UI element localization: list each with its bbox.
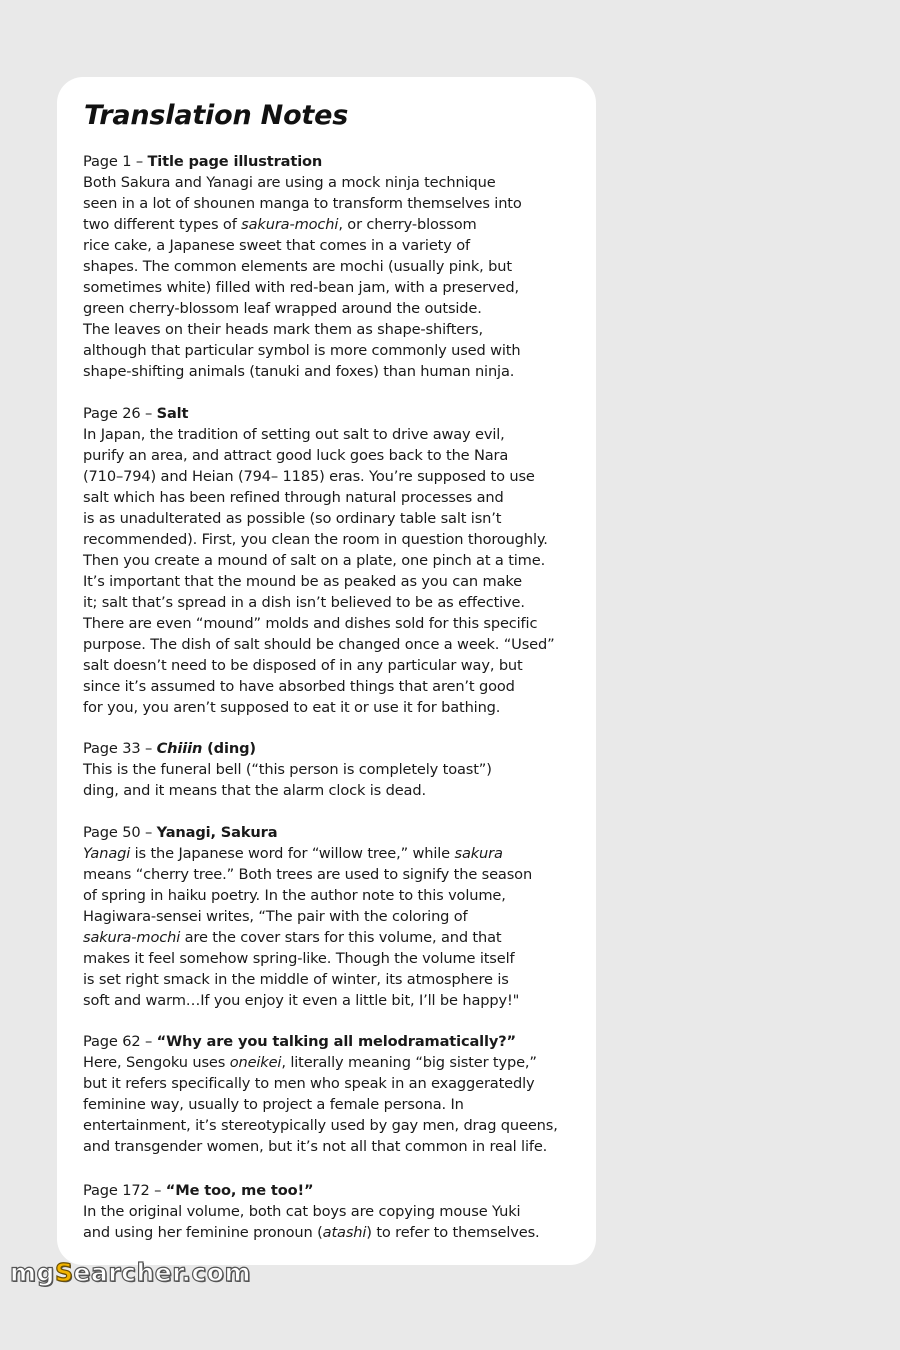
translation-note bbox=[83, 1031, 583, 1157]
translation-note bbox=[83, 403, 583, 718]
note-heading bbox=[83, 151, 583, 172]
note-page-ref: Page 26 – bbox=[83, 405, 157, 422]
note-body-line: of spring in haiku poetry. In the author note to this volume, bbox=[83, 887, 506, 904]
translation-note bbox=[83, 1180, 583, 1243]
note-body-line: soft and warm…If you enjoy it even a little bit, I’ll be happy!" bbox=[83, 992, 520, 1009]
note-body-line: and using her feminine pronoun (atashi) to refer to themselves. bbox=[83, 1224, 540, 1241]
note-heading bbox=[83, 1180, 583, 1201]
note-body-line: recommended). First, you clean the room in question thoroughly. bbox=[83, 531, 548, 548]
note-body-line: Hagiwara-sensei writes, “The pair with the coloring of bbox=[83, 908, 468, 925]
note-body-line: In Japan, the tradition of setting out salt to drive away evil, bbox=[83, 426, 505, 443]
translation-note bbox=[83, 151, 583, 382]
note-page-ref: Page 172 – bbox=[83, 1182, 166, 1199]
note-body-line: is as unadulterated as possible (so ordinary table salt isn’t bbox=[83, 510, 502, 527]
note-body-line: makes it feel somehow spring-like. Though the volume itself bbox=[83, 950, 515, 967]
note-body-line: This is the funeral bell (“this person is completely toast”) bbox=[83, 761, 492, 778]
note-body-line: ding, and it means that the alarm clock is dead. bbox=[83, 782, 426, 799]
note-heading-text: Salt bbox=[156, 405, 189, 422]
note-body-line: and transgender women, but it’s not all that common in real life. bbox=[83, 1138, 548, 1155]
note-body-line: Here, Sengoku uses oneikei, literally meaning “big sister type,” bbox=[83, 1054, 537, 1071]
translation-note bbox=[83, 822, 583, 1011]
note-body-line: (710–794) and Heian (794– 1185) eras. You’re supposed to use bbox=[83, 468, 535, 485]
note-body-line: shapes. The common elements are mochi (usually pink, but bbox=[83, 258, 512, 275]
note-body-line: The leaves on their heads mark them as shape-shifters, bbox=[83, 321, 483, 338]
note-page-ref: Page 50 – bbox=[83, 824, 157, 841]
note-page-ref: Page 1 – bbox=[83, 153, 148, 170]
note-body-line: rice cake, a Japanese sweet that comes in a variety of bbox=[83, 237, 470, 254]
note-body-line: purify an area, and attract good luck goes back to the Nara bbox=[83, 447, 509, 464]
note-body-line: but it refers specifically to men who speak in an exaggeratedly bbox=[83, 1075, 535, 1092]
note-heading bbox=[83, 403, 583, 424]
note-body-line: it; salt that’s spread in a dish isn’t believed to be as effective. bbox=[83, 594, 525, 611]
note-body-line: shape-shifting animals (tanuki and foxes) than human ninja. bbox=[83, 363, 515, 380]
note-page-ref: Page 62 – bbox=[83, 1033, 157, 1050]
note-body-line: two different types of sakura-mochi, or cherry-blossom bbox=[83, 216, 477, 233]
watermark-accent: S bbox=[54, 1258, 74, 1287]
note-body-line: entertainment, it’s stereotypically used by gay men, drag queens, bbox=[83, 1117, 558, 1134]
note-body-line: is set right smack in the middle of winter, its atmosphere is bbox=[83, 971, 509, 988]
translation-note bbox=[83, 738, 583, 801]
note-body-line: purpose. The dish of salt should be changed once a week. “Used” bbox=[83, 636, 555, 653]
note-heading-text: “Me too, me too!” bbox=[165, 1182, 314, 1199]
watermark-prefix: mg bbox=[10, 1258, 55, 1287]
note-body-line: means “cherry tree.” Both trees are used to signify the season bbox=[83, 866, 533, 883]
note-heading bbox=[83, 1031, 583, 1052]
note-body-line: seen in a lot of shounen manga to transform themselves into bbox=[83, 195, 522, 212]
note-page-ref: Page 33 – bbox=[83, 740, 157, 757]
watermark-logo bbox=[10, 1258, 251, 1287]
note-body-line: Then you create a mound of salt on a plate, one pinch at a time. bbox=[83, 552, 546, 569]
note-body-line: since it’s assumed to have absorbed things that aren’t good bbox=[83, 678, 515, 695]
note-body-line: In the original volume, both cat boys are copying mouse Yuki bbox=[83, 1203, 521, 1220]
note-body-line: Both Sakura and Yanagi are using a mock ninja technique bbox=[83, 174, 496, 191]
note-body-line: green cherry-blossom leaf wrapped around the outside. bbox=[83, 300, 482, 317]
note-body-line: There are even “mound” molds and dishes sold for this specific bbox=[83, 615, 538, 632]
note-body-line: It’s important that the mound be as peaked as you can make bbox=[83, 573, 522, 590]
note-body-line: salt doesn’t need to be disposed of in any particular way, but bbox=[83, 657, 523, 674]
note-body-line: sakura-mochi are the cover stars for this volume, and that bbox=[83, 929, 502, 946]
note-heading-text: “Why are you talking all melodramatically?” bbox=[156, 1033, 516, 1050]
note-heading-text: Chiiin (ding) bbox=[156, 740, 256, 757]
note-body-line: for you, you aren’t supposed to eat it or use it for bathing. bbox=[83, 699, 501, 716]
note-heading-text: Yanagi, Sakura bbox=[156, 824, 278, 841]
watermark-suffix: earcher.com bbox=[73, 1258, 252, 1287]
note-body-line: salt which has been refined through natural processes and bbox=[83, 489, 504, 506]
note-body-line: although that particular symbol is more commonly used with bbox=[83, 342, 521, 359]
note-heading-text: Title page illustration bbox=[147, 153, 323, 170]
note-heading bbox=[83, 822, 583, 843]
note-heading bbox=[83, 738, 583, 759]
note-body-line: feminine way, usually to project a female persona. In bbox=[83, 1096, 464, 1113]
note-body-line: sometimes white) filled with red-bean jam, with a preserved, bbox=[83, 279, 519, 296]
note-body-line: Yanagi is the Japanese word for “willow tree,” while sakura bbox=[83, 845, 503, 862]
page-title: Translation Notes bbox=[84, 100, 349, 131]
